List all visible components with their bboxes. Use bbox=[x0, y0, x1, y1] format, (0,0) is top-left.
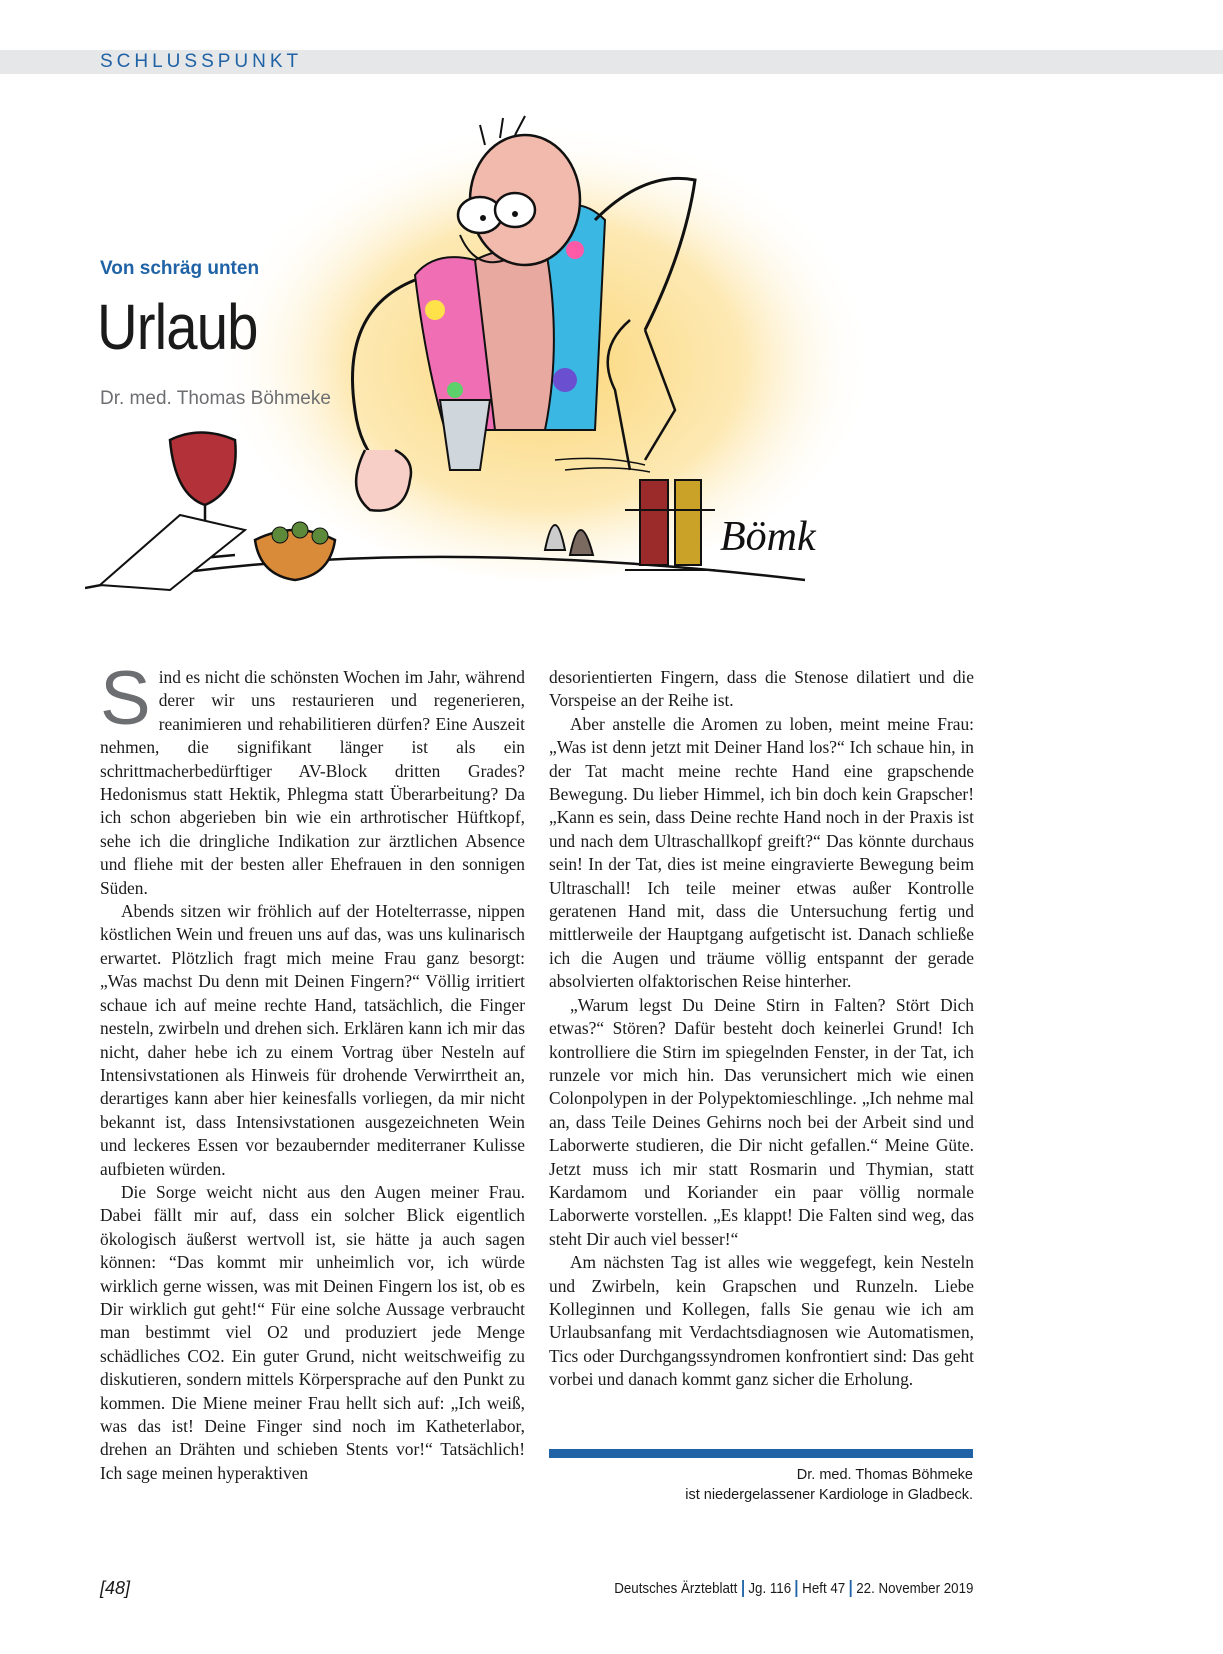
water-glass bbox=[440, 400, 490, 470]
bio-description: ist niedergelassener Kardiologe in Gladbeck. bbox=[685, 1487, 973, 1503]
journal-issue: Heft 47 bbox=[801, 1580, 845, 1597]
dropcap: S bbox=[100, 656, 151, 741]
author-bio bbox=[685, 1465, 973, 1505]
man-eye-right bbox=[495, 193, 535, 227]
paragraph: Aber anstelle die Aromen zu loben, meint meine Frau: „Was ist denn jetzt mit Deiner Hand los?“ Ich schaue hin, in der Tat macht meine rechte Hand eine grapschende Bewegung. Du lieber Himmel, ich bin doch kein Grapscher! „Kann es sein, dass Deine rechte Hand noch in der Praxis ist und nach dem Ultraschallkopf greift?“ Das könnte durchaus sein! In der Tat, dies ist meine eingravierte Bewegung beim Ultraschall! Ich teile meiner etwas außer Kontrolle geratenen Hand mit, dass die Untersuchung fertig und mittlerweile der Hauptgang aufgetischt ist. Danach schließe ich die Augen und träume völlig entspannt der gerade absolvierten olfaktorischen Reise hinterher. bbox=[549, 713, 974, 992]
article-author: Dr. med. Thomas Böhmeke bbox=[100, 388, 331, 409]
article-title: Urlaub bbox=[97, 291, 258, 363]
bio-name: Dr. med. Thomas Böhmeke bbox=[796, 1467, 973, 1483]
paragraph: Abends sitzen wir fröhlich auf der Hotelterrasse, nippen köstlichen Wein und freuen uns auf das, was uns kulinarisch erwartet. Plötzlich fragt mich meine Frau ganz besorgt: „Was machst Du denn mit Deinen Fingern?“ Völlig irritiert schaue ich auf meine rechte Hand, tatsächlich, die Finger nesteln, zwirbeln und drehen sich. Erklären kann ich mir das nicht, daher hebe ich zu einem Vortrag über Nesteln auf Intensivstationen als Hinweis für drohende Verwirrtheit an, derartiges kann aber hier keinesfalls vorliegen, da mir nicht bekannt ist, dass Intensivstationen ausgezeichneten Wein und leckeres Essen vor bezaubernder mediterraner Kulisse aufbieten würden. bbox=[100, 901, 525, 1179]
footer-divider bbox=[849, 1580, 851, 1597]
wine-glass bbox=[170, 433, 236, 506]
page-number: [48] bbox=[100, 1578, 131, 1598]
cartoon-illustration bbox=[85, 110, 925, 630]
paragraph: desorientierten Fingern, dass die Stenose dilatiert und die Vorspeise an der Reihe ist. bbox=[549, 667, 974, 711]
text-column-left bbox=[100, 656, 525, 1485]
vinegar-bottle bbox=[640, 480, 668, 565]
journal-volume: Jg. 116 bbox=[747, 1580, 791, 1597]
text-column-right bbox=[549, 666, 974, 1392]
footer-divider bbox=[795, 1580, 797, 1597]
paragraph: Am nächsten Tag ist alles wie weggefegt, kein Nesteln und Zwirbeln, kein Grapschen und Runzeln. Liebe Kolleginnen und Kollegen, falls Sie genau wie ich am Urlaubsanfang mit Verdachtsdiagnosen wie Automatismen, Tics oder Durchgangssyndromen konfrontiert sind: Das geht vorbei und danach kommt ganz sicher die Erholung. bbox=[549, 1252, 974, 1390]
footer-divider bbox=[742, 1580, 744, 1597]
section-label: SCHLUSSPUNKT bbox=[100, 51, 303, 72]
journal-date: 22. November 2019 bbox=[855, 1580, 973, 1597]
journal-name: Deutsches Ärzteblatt bbox=[613, 1580, 737, 1597]
paragraph: Die Sorge weicht nicht aus den Augen meiner Frau. Dabei fällt mir auf, dass ein solcher Blick eigentlich ökologisch äußerst wertvoll ist, sie hätte ja auch sagen können: “Das kommt mir unheimlich vor, ich würde wirklich gerne wissen, was mit Deinen Fingern los ist, ob es Dir wirklich gut geht!“ Für eine solche Aussage verbraucht man bestimmt viel O2 und produziert jede Menge schädliches CO2. Ein guter Grund, nicht weitschweifig zu diskutieren, sondern mittels Körpersprache auf den Punkt zu kommen. Die Miene meiner Frau hellt sich auf: „Ich weiß, was das ist! Deine Finger sind noch im Katheterlabor, drehen an Drähten und schieben Stents vor!“ Tatsächlich! Ich sage meinen hyperaktiven bbox=[100, 1181, 525, 1483]
author-bio-rule bbox=[549, 1449, 973, 1458]
oil-bottle bbox=[675, 480, 701, 565]
journal-footer bbox=[614, 1580, 973, 1597]
article-kicker: Von schräg unten bbox=[100, 258, 260, 279]
man-left-hand bbox=[356, 450, 411, 511]
napkin bbox=[100, 515, 245, 590]
paragraph: Sind es nicht die schönsten Wochen im Jahr, während derer wir uns restaurieren und regenerieren, reanimieren und rehabilitieren dürfen? Eine Auszeit nehmen, die signifikant länger ist als ein schrittmacherbedürftiger AV-Block dritten Grades? Hedonismus statt Hektik, Phlegma statt Überarbeitung? Da ich schon abgerieben bin wie ein arthrotischer Hüftkopf, sehe ich die dringliche Indikation zur ärztlichen Absence und fliehe mit der besten aller Ehefrauen in den sonnigen Süden. bbox=[100, 656, 525, 898]
paragraph: „Warum legst Du Deine Stirn in Falten? Stört Dich etwas?“ Stören? Dafür besteht doch keinerlei Grund! Ich kontrolliere die Stirn im spiegelnden Fenster, in der Tat, ich runzele vor mich hin. Das verunsichert mich wie einen Colonpolypen in der Polypektomieschlinge. „Ich nehme mal an, dass Teile Deines Gehirns noch bei der Arbeit sind und Laborwerte studieren, die Dir nicht gefallen.“ Meine Güte. Jetzt muss ich mir statt Rosmarin und Thymian, statt Kardamom und Koriander ein paar völlig normale Laborwerte vorstellen. „Es klappt! Die Falten sind weg, das steht Dir auch viel besser!“ bbox=[549, 994, 974, 1249]
artist-signature: Bömk bbox=[720, 514, 816, 560]
